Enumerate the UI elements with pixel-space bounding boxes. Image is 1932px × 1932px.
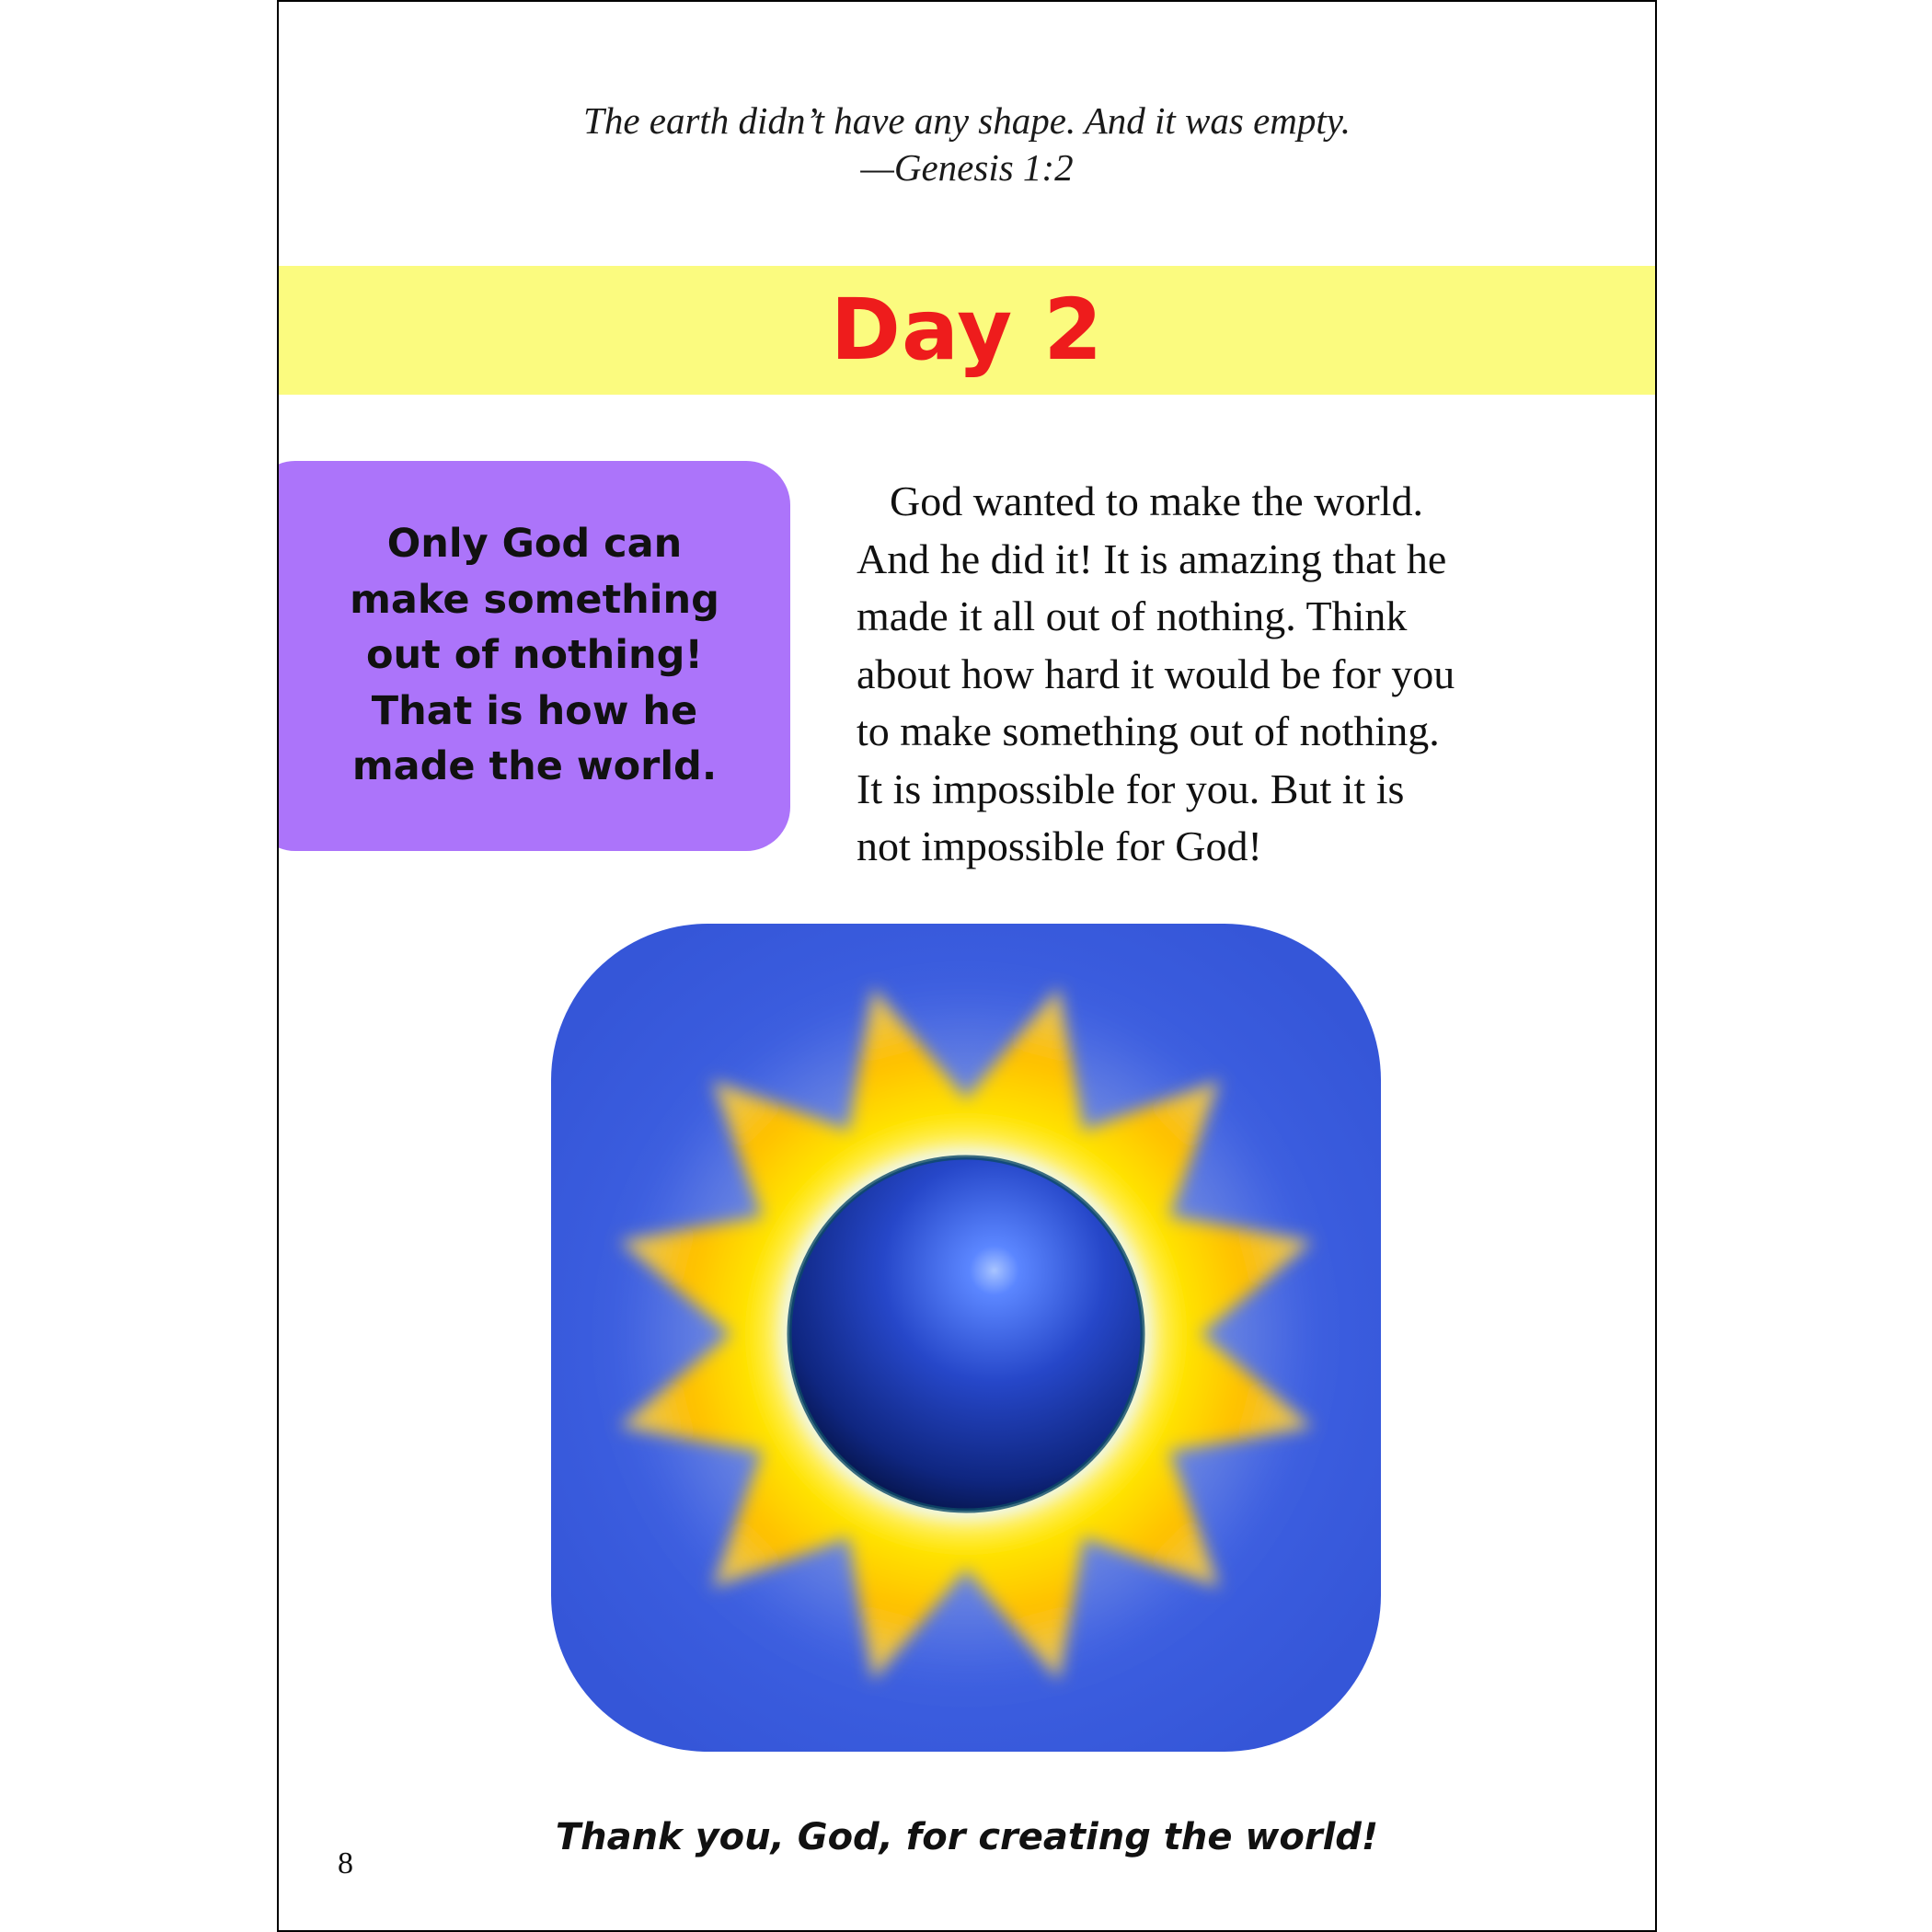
- day-banner: [279, 266, 1655, 395]
- body-line: about how hard it would be for you: [857, 650, 1455, 697]
- verse-line: The earth didn’t have any shape. And it was empty.: [583, 99, 1351, 142]
- prayer-line: Thank you, God, for creating the world!: [555, 1816, 1379, 1858]
- body-line: God wanted to make the world.: [890, 477, 1423, 524]
- book-page: [277, 0, 1657, 1932]
- body-line: to make something out of nothing.: [857, 707, 1440, 754]
- callout-line: out of nothing!: [366, 632, 703, 678]
- callout-line: Only God can: [386, 521, 683, 567]
- day-title: Day 2: [830, 281, 1104, 379]
- body-line: It is impossible for you. But it is: [857, 765, 1405, 812]
- sun-with-blue-globe-icon: [551, 924, 1381, 1752]
- body-line: not impossible for God!: [857, 822, 1262, 869]
- scripture-verse: [279, 98, 1655, 191]
- body-paragraph: [857, 473, 1583, 876]
- callout-line: That is how he: [371, 687, 698, 734]
- callout-line: make something: [350, 576, 719, 623]
- page-number: 8: [338, 1846, 353, 1880]
- sun-globe-illustration: [551, 924, 1381, 1752]
- callout-text: [279, 516, 790, 795]
- body-line: made it all out of nothing. Think: [857, 592, 1408, 639]
- callout-line: made the world.: [351, 743, 718, 789]
- verse-reference: —Genesis 1:2: [860, 146, 1074, 189]
- body-line: And he did it! It is amazing that he: [857, 535, 1447, 582]
- callout-box: [277, 461, 790, 851]
